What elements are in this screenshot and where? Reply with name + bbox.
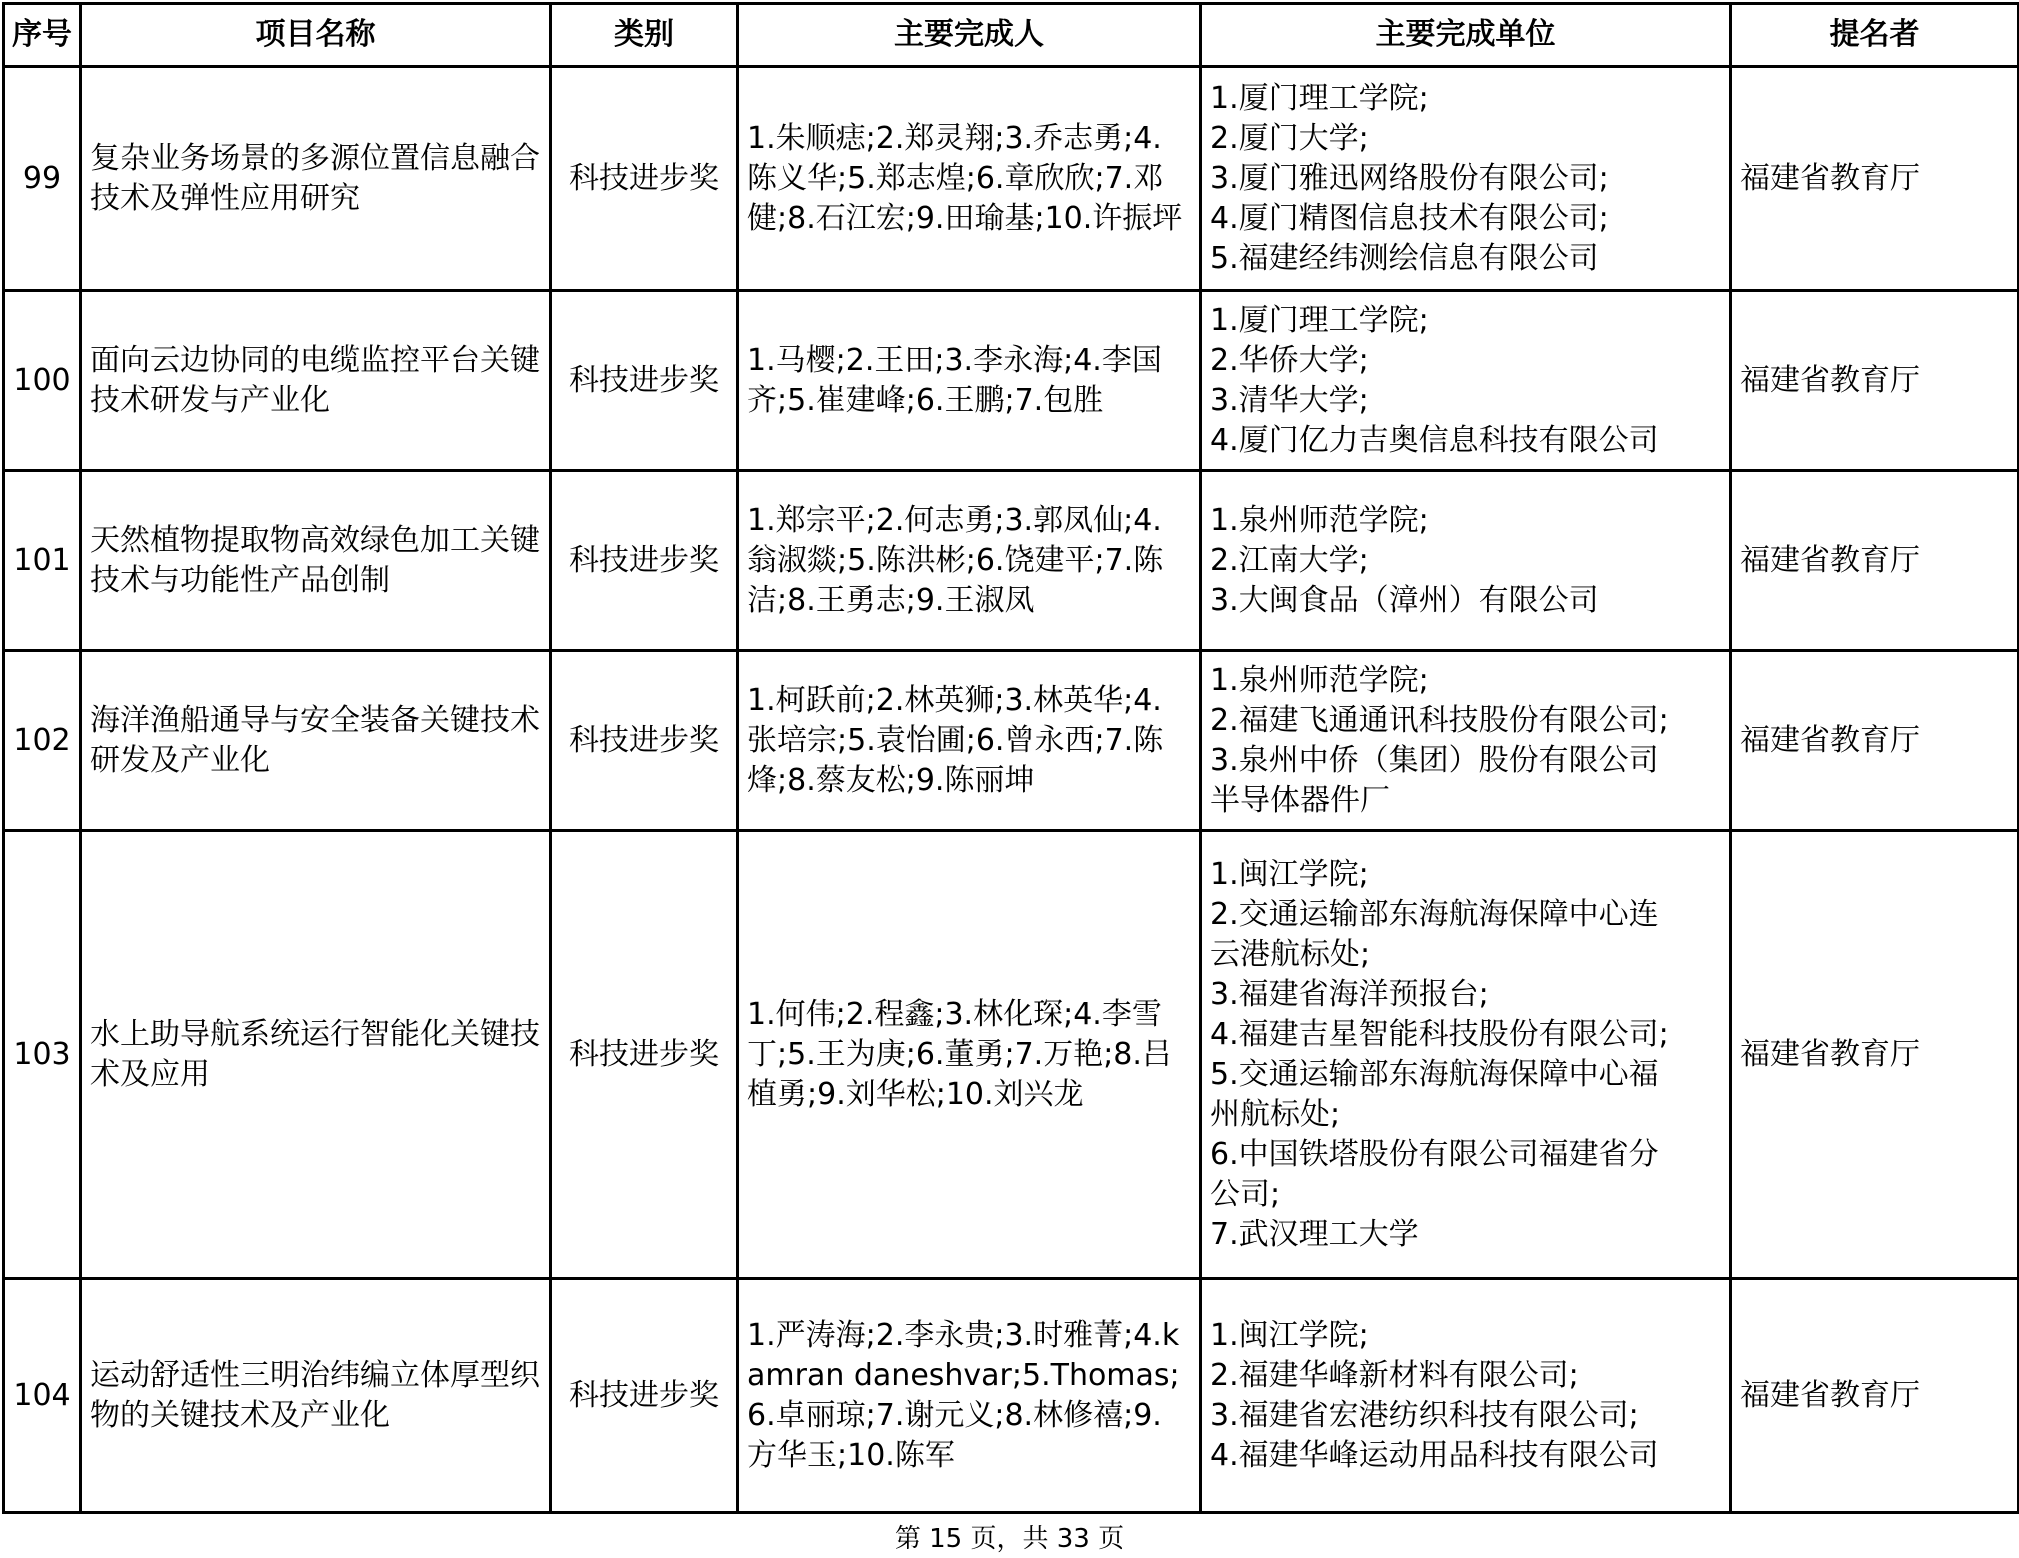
cell-no: 102 [4, 651, 81, 831]
cell-category: 科技进步奖 [551, 831, 738, 1279]
cell-people: 1.朱顺痣;2.郑灵翔;3.乔志勇;4.陈义华;5.郑志煌;6.章欣欣;7.邓健;8.石江宏;9.田瑜基;10.许振坪 [738, 67, 1201, 291]
unit-line: 3.泉州中侨（集团）股份有限公司 [1210, 742, 1659, 778]
unit-line: 5.交通运输部东海航海保障中心福 [1210, 1056, 1659, 1092]
cell-people: 1.何伟;2.程鑫;3.林化琛;4.李雪丁;5.王为庚;6.董勇;7.万艳;8.吕植勇;9.刘华松;10.刘兴龙 [738, 831, 1201, 1279]
table-row [4, 1279, 2019, 1513]
cell-name: 天然植物提取物高效绿色加工关键技术与功能性产品创制 [81, 471, 551, 651]
cell-units [1201, 1279, 1731, 1513]
cell-units [1201, 291, 1731, 471]
unit-line: 2.江南大学; [1210, 542, 1369, 578]
page-footer: 第 15 页，共 33 页 [894, 1524, 1125, 1554]
unit-line: 公司; [1210, 1176, 1281, 1212]
header-row [4, 4, 2019, 67]
unit-line: 2.交通运输部东海航海保障中心连 [1210, 896, 1659, 932]
cell-name: 海洋渔船通导与安全装备关键技术研发及产业化 [81, 651, 551, 831]
cell-people: 1.严涛海;2.李永贵;3.时雅菁;4.kamran daneshvar;5.Thomas;6.卓丽琼;7.谢元义;8.林修禧;9.方华玉;10.陈军 [738, 1279, 1201, 1513]
cell-name: 复杂业务场景的多源位置信息融合技术及弹性应用研究 [81, 67, 551, 291]
unit-line: 7.武汉理工大学 [1210, 1216, 1419, 1252]
cell-name: 水上助导航系统运行智能化关键技术及应用 [81, 831, 551, 1279]
header-category: 类别 [551, 4, 738, 67]
unit-line: 3.福建省海洋预报台; [1210, 976, 1489, 1012]
unit-line: 1.厦门理工学院; [1210, 302, 1429, 338]
cell-category: 科技进步奖 [551, 291, 738, 471]
cell-no: 99 [4, 67, 81, 291]
unit-line: 1.泉州师范学院; [1210, 662, 1429, 698]
unit-line: 5.福建经纬测绘信息有限公司 [1210, 240, 1599, 276]
unit-line: 4.福建吉星智能科技股份有限公司; [1210, 1016, 1669, 1052]
unit-line: 4.福建华峰运动用品科技有限公司 [1210, 1437, 1659, 1473]
header-no: 序号 [4, 4, 81, 67]
unit-line: 6.中国铁塔股份有限公司福建省分 [1210, 1136, 1659, 1172]
cell-no: 103 [4, 831, 81, 1279]
cell-nominator: 福建省教育厅 [1731, 1279, 2019, 1513]
header-nominator: 提名者 [1731, 4, 2019, 67]
cell-nominator: 福建省教育厅 [1731, 651, 2019, 831]
unit-line: 4.厦门精图信息技术有限公司; [1210, 200, 1609, 236]
unit-line: 4.厦门亿力吉奥信息科技有限公司 [1210, 422, 1659, 458]
cell-units [1201, 67, 1731, 291]
table-row [4, 291, 2019, 471]
cell-category: 科技进步奖 [551, 1279, 738, 1513]
table-row [4, 471, 2019, 651]
unit-line: 3.福建省宏港纺织科技有限公司; [1210, 1397, 1639, 1433]
header-name: 项目名称 [81, 4, 551, 67]
unit-line: 2.福建华峰新材料有限公司; [1210, 1357, 1579, 1393]
unit-line: 1.闽江学院; [1210, 1317, 1369, 1353]
cell-nominator: 福建省教育厅 [1731, 67, 2019, 291]
cell-people: 1.马樱;2.王田;3.李永海;4.李国齐;5.崔建峰;6.王鹏;7.包胜 [738, 291, 1201, 471]
cell-category: 科技进步奖 [551, 67, 738, 291]
cell-units [1201, 651, 1731, 831]
header-people: 主要完成人 [738, 4, 1201, 67]
awards-table [2, 2, 2019, 1514]
table-row [4, 831, 2019, 1279]
unit-line: 1.闽江学院; [1210, 856, 1369, 892]
unit-line: 半导体器件厂 [1210, 782, 1390, 818]
unit-line: 3.大闽食品（漳州）有限公司 [1210, 582, 1599, 618]
cell-people: 1.郑宗平;2.何志勇;3.郭凤仙;4.翁淑燚;5.陈洪彬;6.饶建平;7.陈洁;8.王勇志;9.王淑凤 [738, 471, 1201, 651]
cell-category: 科技进步奖 [551, 471, 738, 651]
cell-nominator: 福建省教育厅 [1731, 831, 2019, 1279]
cell-people: 1.柯跃前;2.林英狮;3.林英华;4.张培宗;5.袁怡圃;6.曾永西;7.陈烽;8.蔡友松;9.陈丽坤 [738, 651, 1201, 831]
cell-name: 运动舒适性三明治纬编立体厚型织物的关键技术及产业化 [81, 1279, 551, 1513]
unit-line: 3.清华大学; [1210, 382, 1369, 418]
cell-category: 科技进步奖 [551, 651, 738, 831]
cell-no: 101 [4, 471, 81, 651]
table-row [4, 67, 2019, 291]
unit-line: 3.厦门雅迅网络股份有限公司; [1210, 160, 1609, 196]
unit-line: 云港航标处; [1210, 936, 1371, 972]
unit-line: 1.泉州师范学院; [1210, 502, 1429, 538]
cell-units [1201, 471, 1731, 651]
cell-name: 面向云边协同的电缆监控平台关键技术研发与产业化 [81, 291, 551, 471]
cell-nominator: 福建省教育厅 [1731, 291, 2019, 471]
cell-units [1201, 831, 1731, 1279]
cell-no: 100 [4, 291, 81, 471]
cell-nominator: 福建省教育厅 [1731, 471, 2019, 651]
cell-no: 104 [4, 1279, 81, 1513]
unit-line: 州航标处; [1210, 1096, 1341, 1132]
unit-line: 2.华侨大学; [1210, 342, 1369, 378]
unit-line: 2.厦门大学; [1210, 120, 1369, 156]
table-row [4, 651, 2019, 831]
unit-line: 1.厦门理工学院; [1210, 80, 1429, 116]
unit-line: 2.福建飞通通讯科技股份有限公司; [1210, 702, 1669, 738]
header-units: 主要完成单位 [1201, 4, 1731, 67]
